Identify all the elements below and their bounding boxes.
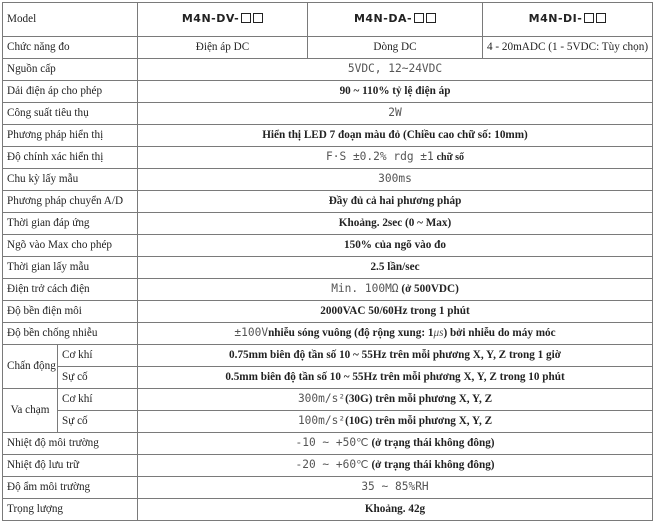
shock-mech-text: (30G) trên mỗi phương X, Y, Z [345, 393, 493, 406]
row-value: 2W [138, 103, 653, 125]
row-label: Chu kỳ lấy mẫu [3, 169, 138, 191]
row-value [138, 433, 653, 455]
model-di [483, 3, 653, 37]
row-value: Hiển thị LED 7 đoạn màu đỏ (Chiều cao chữ số: 10mm) [138, 125, 653, 147]
row-ambient-temp [3, 433, 653, 455]
noise-unit: μs [433, 327, 444, 340]
row-value: Đầy đủ cả hai phương pháp [138, 191, 653, 213]
row-label: Thời gian đáp ứng [3, 213, 138, 235]
placeholder-box-icon [253, 13, 263, 23]
row-value [138, 279, 653, 301]
row-sublabel: Cơ khí [58, 345, 138, 367]
row-humidity [3, 477, 653, 499]
row-value: Khoảng. 42g [138, 499, 653, 521]
model-di-name: M4N-DI- [528, 12, 583, 26]
row-label: Thời gian lấy mẫu [3, 257, 138, 279]
accuracy-suffix: chữ số [436, 152, 464, 164]
row-value [138, 455, 653, 477]
noise-text-end: ) bởi nhiễu do máy móc [443, 327, 556, 340]
row-label: Nguồn cấp [3, 59, 138, 81]
row-label: Điện trở cách điện [3, 279, 138, 301]
row-vibration-malfunction [3, 367, 653, 389]
row-label: Phương pháp hiển thị [3, 125, 138, 147]
storage-temp-note: (ở trạng thái không đông) [368, 459, 495, 472]
row-function [3, 37, 653, 59]
row-value [138, 147, 653, 169]
spec-table [2, 2, 653, 521]
row-label: Dải điện áp cho phép [3, 81, 138, 103]
row-power [3, 59, 653, 81]
shock-mech-value: 300m/s² [297, 392, 346, 406]
row-voltage-range [3, 81, 653, 103]
placeholder-box-icon [584, 13, 594, 23]
function-dv: Điện áp DC [138, 37, 308, 59]
row-value: 90 ~ 110% tỷ lệ điện áp [138, 81, 653, 103]
row-max-input [3, 235, 653, 257]
row-label: Chức năng đo [3, 37, 138, 59]
group-label-shock: Va chạm [3, 389, 58, 433]
ambient-temp-note: (ở trạng thái không đông) [368, 437, 495, 450]
row-value: 150% của ngõ vào đo [138, 235, 653, 257]
header-row [3, 3, 653, 37]
row-consumption [3, 103, 653, 125]
row-label: Ngõ vào Max cho phép [3, 235, 138, 257]
row-value: 2.5 lần/sec [138, 257, 653, 279]
row-vibration-mechanical [3, 345, 653, 367]
row-value: 35 ~ 85%RH [138, 477, 653, 499]
model-da-name: M4N-DA- [353, 12, 413, 26]
row-weight [3, 499, 653, 521]
row-value [138, 411, 653, 433]
row-shock-mechanical [3, 389, 653, 411]
storage-temp-range: -20 ~ +60℃ [295, 458, 369, 472]
row-response-time [3, 213, 653, 235]
function-da: Dòng DC [308, 37, 483, 59]
row-label: Độ bền điện môi [3, 301, 138, 323]
placeholder-box-icon [414, 13, 424, 23]
placeholder-box-icon [596, 13, 606, 23]
accuracy-value: F·S ±0.2% rdg ±1 [326, 150, 434, 164]
row-label: Nhiệt độ môi trường [3, 433, 138, 455]
row-value: Khoảng. 2sec (0 ~ Max) [138, 213, 653, 235]
row-accuracy [3, 147, 653, 169]
row-display-method [3, 125, 653, 147]
row-sublabel: Cơ khí [58, 389, 138, 411]
row-shock-malfunction [3, 411, 653, 433]
row-label: Độ chính xác hiển thị [3, 147, 138, 169]
group-label-vibration: Chấn động [3, 345, 58, 389]
placeholder-box-icon [241, 13, 251, 23]
model-da [308, 3, 483, 37]
model-dv-name: M4N-DV- [181, 12, 240, 26]
row-storage-temp [3, 455, 653, 477]
row-value: 0.75mm biên độ tần số 10 ~ 55Hz trên mỗi phương X, Y, Z trong 1 giờ [138, 345, 653, 367]
function-di: 4 - 20mADC (1 - 5VDC: Tùy chọn) [483, 37, 653, 59]
row-value [138, 323, 653, 345]
row-sublabel: Sự cố [58, 367, 138, 389]
row-value: 300ms [138, 169, 653, 191]
placeholder-box-icon [426, 13, 436, 23]
row-ad-method [3, 191, 653, 213]
row-label: Độ ẩm môi trường [3, 477, 138, 499]
row-sublabel: Sự cố [58, 411, 138, 433]
row-value: 2000VAC 50/60Hz trong 1 phút [138, 301, 653, 323]
row-value [138, 389, 653, 411]
row-label: Trọng lượng [3, 499, 138, 521]
row-label: Phương pháp chuyển A/D [3, 191, 138, 213]
insulation-value: Min. 100MΩ [331, 282, 399, 296]
row-sample-period [3, 169, 653, 191]
ambient-temp-range: -10 ~ +50℃ [295, 436, 369, 450]
header-label: Model [3, 3, 138, 37]
row-insulation [3, 279, 653, 301]
row-value: 5VDC, 12~24VDC [138, 59, 653, 81]
insulation-condition: (ở 500VDC) [401, 283, 459, 296]
model-dv [138, 3, 308, 37]
noise-text: nhiễu sóng vuông (độ rộng xung: 1 [268, 327, 434, 340]
row-label: Độ bền chống nhiễu [3, 323, 138, 345]
shock-malf-value: 100m/s² [297, 414, 346, 428]
row-label: Công suất tiêu thụ [3, 103, 138, 125]
row-noise [3, 323, 653, 345]
row-dielectric [3, 301, 653, 323]
row-label: Nhiệt độ lưu trữ [3, 455, 138, 477]
row-value: 0.5mm biên độ tần số 10 ~ 55Hz trên mỗi phương X, Y, Z trong 10 phút [138, 367, 653, 389]
noise-voltage: ±100V [234, 326, 269, 340]
shock-malf-text: (10G) trên mỗi phương X, Y, Z [345, 415, 493, 428]
row-sampling-time [3, 257, 653, 279]
